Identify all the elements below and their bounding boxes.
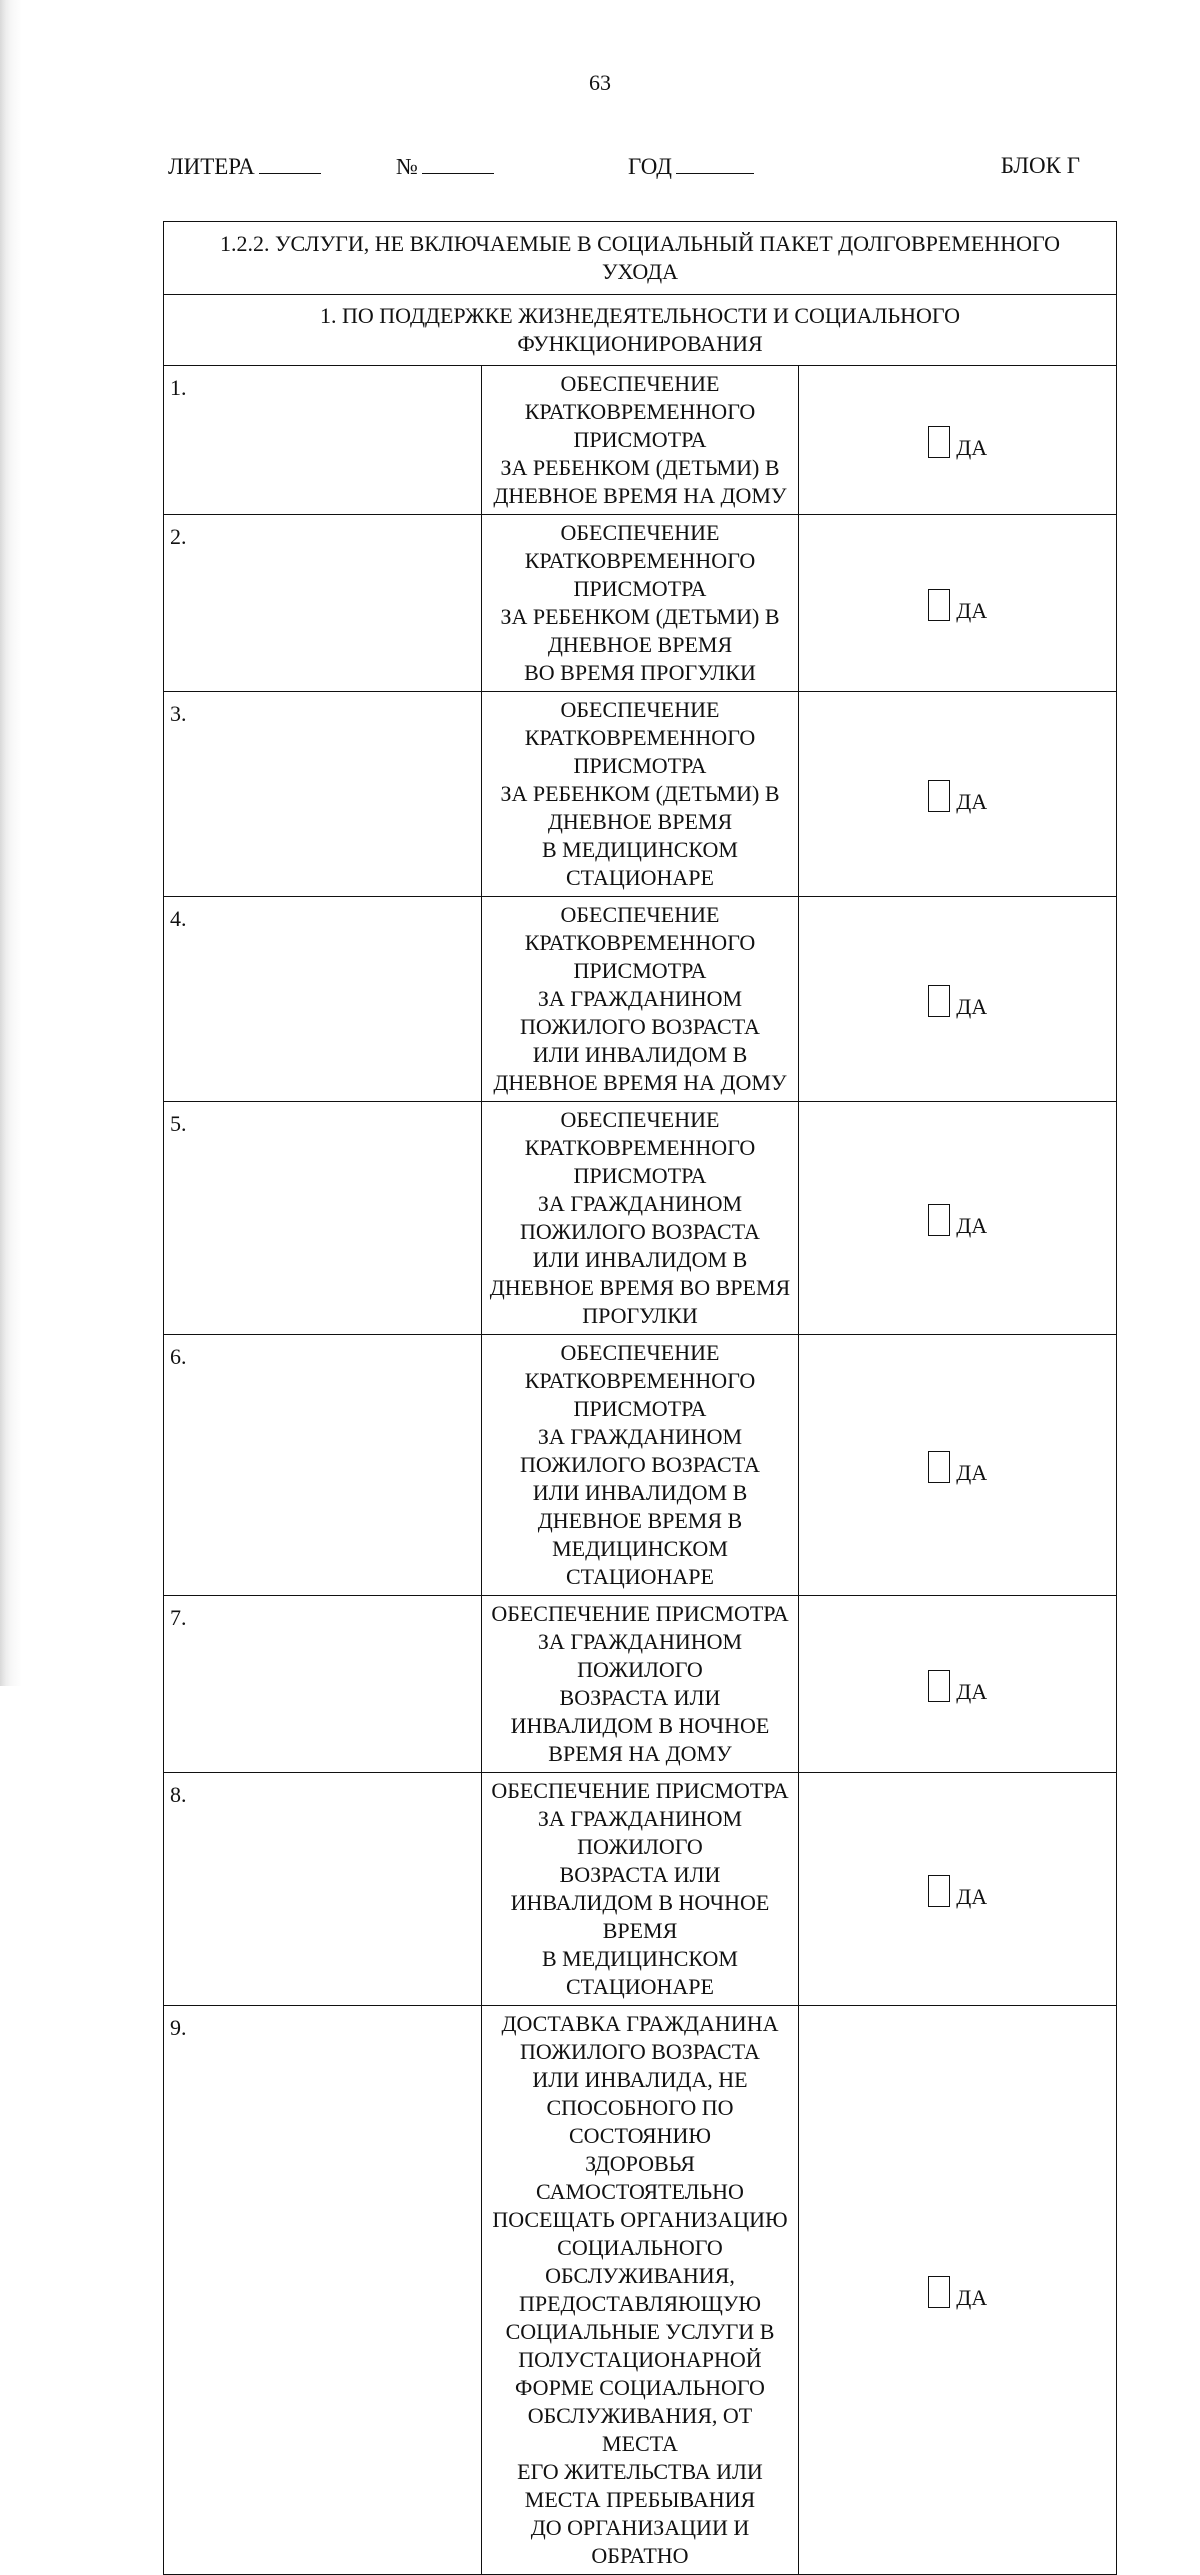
yes-option — [799, 2272, 1116, 2308]
table-row — [164, 366, 1117, 515]
yes-checkbox[interactable] — [928, 780, 950, 812]
table-row — [164, 692, 1117, 897]
section-title — [164, 222, 1117, 295]
service-description-line: ЕГО ЖИТЕЛЬСТВА ИЛИ МЕСТА ПРЕБЫВАНИЯ — [517, 2459, 763, 2512]
service-description — [481, 692, 799, 897]
yes-option — [799, 1447, 1116, 1483]
service-description-line: ДО ОРГАНИЗАЦИИ И ОБРАТНО — [530, 2515, 750, 2568]
yes-checkbox[interactable] — [928, 1670, 950, 1702]
item-number: 9. — [164, 2006, 482, 2575]
service-description-line: ЗДОРОВЬЯ САМОСТОЯТЕЛЬНО ПОСЕЩАТЬ ОРГАНИЗАЦИЮ — [492, 2151, 788, 2232]
table-row — [164, 2006, 1117, 2575]
yes-option — [799, 422, 1116, 458]
yes-option-cell — [799, 1596, 1117, 1773]
year-blank[interactable] — [676, 153, 754, 174]
service-description-line: ЗА РЕБЕНКОМ (ДЕТЬМИ) В ДНЕВНОЕ ВРЕМЯ НА ДОМУ — [493, 455, 787, 508]
service-description — [481, 1773, 799, 2006]
table-row — [164, 1773, 1117, 2006]
litera-field — [168, 153, 321, 180]
service-description-line: ОБЕСПЕЧЕНИЕ КРАТКОВРЕМЕННОГО ПРИСМОТРА — [524, 371, 756, 452]
yes-label: ДА — [956, 2285, 988, 2310]
service-description-line: ОБЕСПЕЧЕНИЕ КРАТКОВРЕМЕННОГО ПРИСМОТРА — [524, 902, 756, 983]
item-number: 5. — [164, 1102, 482, 1335]
service-description-line: ЗА РЕБЕНКОМ (ДЕТЬМИ) В ДНЕВНОЕ ВРЕМЯ — [500, 781, 780, 834]
yes-option-cell — [799, 2006, 1117, 2575]
block-label: БЛОК Г — [1000, 153, 1080, 178]
item-number: 1. — [164, 366, 482, 515]
scan-edge-shadow — [0, 0, 22, 1686]
yes-checkbox[interactable] — [928, 589, 950, 621]
table-row — [164, 515, 1117, 692]
table-row — [164, 1335, 1117, 1596]
yes-label: ДА — [956, 789, 988, 814]
yes-checkbox[interactable] — [928, 985, 950, 1017]
yes-checkbox[interactable] — [928, 1204, 950, 1236]
form-header — [168, 153, 1080, 187]
subsection-title — [164, 295, 1117, 366]
litera-label: ЛИТЕРА — [168, 154, 255, 179]
section-title-line: УХОДА — [601, 259, 679, 284]
service-description-line: ВОЗРАСТА ИЛИ ИНВАЛИДОМ В НОЧНОЕ ВРЕМЯ НА ДОМУ — [510, 1685, 770, 1766]
service-description-line: ОБЕСПЕЧЕНИЕ ПРИСМОТРА ЗА ГРАЖДАНИНОМ ПОЖИЛОГО — [491, 1601, 789, 1682]
table-row — [164, 1596, 1117, 1773]
service-description-line: ВО ВРЕМЯ ПРОГУЛКИ — [524, 660, 756, 685]
yes-label: ДА — [956, 1884, 988, 1909]
item-number: 3. — [164, 692, 482, 897]
service-description-line: ЗА ГРАЖДАНИНОМ ПОЖИЛОГО ВОЗРАСТА — [520, 986, 760, 1039]
section-title-line: 1.2.2. УСЛУГИ, НЕ ВКЛЮЧАЕМЫЕ В СОЦИАЛЬНЫЙ ПАКЕТ ДОЛГОВРЕМЕННОГО — [219, 231, 1061, 256]
service-description-line: ФОРМЕ СОЦИАЛЬНОГО ОБСЛУЖИВАНИЯ, ОТ МЕСТА — [515, 2375, 765, 2456]
yes-option-cell — [799, 1773, 1117, 2006]
subsection-title-row — [164, 295, 1117, 366]
yes-label: ДА — [956, 1460, 988, 1485]
yes-option-cell — [799, 515, 1117, 692]
litera-blank[interactable] — [259, 153, 321, 174]
service-description-line: ДОСТАВКА ГРАЖДАНИНА ПОЖИЛОГО ВОЗРАСТА — [501, 2011, 779, 2064]
page-number: 63 — [589, 70, 611, 95]
yes-option — [799, 776, 1116, 812]
item-number: 2. — [164, 515, 482, 692]
service-description-line: ОБЕСПЕЧЕНИЕ КРАТКОВРЕМЕННОГО ПРИСМОТРА — [524, 520, 756, 601]
yes-option — [799, 981, 1116, 1017]
year-field — [628, 153, 754, 180]
section-title-row — [164, 222, 1117, 295]
table-row — [164, 1102, 1117, 1335]
table-row — [164, 897, 1117, 1102]
yes-option — [799, 1871, 1116, 1907]
service-description-line: ИЛИ ИНВАЛИДОМ В ДНЕВНОЕ ВРЕМЯ НА ДОМУ — [493, 1042, 787, 1095]
service-description-line: ОБЕСПЕЧЕНИЕ КРАТКОВРЕМЕННОГО ПРИСМОТРА — [524, 1107, 756, 1188]
service-description — [481, 1102, 799, 1335]
yes-option — [799, 1200, 1116, 1236]
yes-label: ДА — [956, 994, 988, 1019]
yes-checkbox[interactable] — [928, 1875, 950, 1907]
yes-label: ДА — [956, 435, 988, 460]
service-description-line: ОБЕСПЕЧЕНИЕ ПРИСМОТРА ЗА ГРАЖДАНИНОМ ПОЖИЛОГО — [491, 1778, 789, 1859]
service-description — [481, 366, 799, 515]
subsection-title-line: ФУНКЦИОНИРОВАНИЯ — [517, 331, 763, 356]
service-description-line: ИЛИ ИНВАЛИДОМ В ДНЕВНОЕ ВРЕМЯ В МЕДИЦИНСКОМ — [532, 1480, 748, 1561]
yes-checkbox[interactable] — [928, 426, 950, 458]
service-description-line: ЗА РЕБЕНКОМ (ДЕТЬМИ) В ДНЕВНОЕ ВРЕМЯ — [500, 604, 780, 657]
service-description-line: ОБЕСПЕЧЕНИЕ КРАТКОВРЕМЕННОГО ПРИСМОТРА — [524, 697, 756, 778]
service-description-line: СОЦИАЛЬНЫЕ УСЛУГИ В ПОЛУСТАЦИОНАРНОЙ — [505, 2319, 775, 2372]
services-table — [163, 221, 1117, 2575]
yes-label: ДА — [956, 1679, 988, 1704]
service-description-line: В МЕДИЦИНСКОМ СТАЦИОНАРЕ — [541, 837, 738, 890]
yes-option-cell — [799, 366, 1117, 515]
service-description-line: ЗА ГРАЖДАНИНОМ ПОЖИЛОГО ВОЗРАСТА — [520, 1191, 760, 1244]
item-number: 7. — [164, 1596, 482, 1773]
service-description-line: ОБЕСПЕЧЕНИЕ КРАТКОВРЕМЕННОГО ПРИСМОТРА — [524, 1340, 756, 1421]
service-description-line: СТАЦИОНАРЕ — [565, 1564, 714, 1589]
yes-label: ДА — [956, 1213, 988, 1238]
yes-option — [799, 585, 1116, 621]
yes-option-cell — [799, 692, 1117, 897]
item-number: 8. — [164, 1773, 482, 2006]
yes-checkbox[interactable] — [928, 2276, 950, 2308]
item-number: 6. — [164, 1335, 482, 1596]
yes-checkbox[interactable] — [928, 1451, 950, 1483]
service-description — [481, 897, 799, 1102]
service-description — [481, 515, 799, 692]
number-field — [396, 153, 494, 180]
service-description-line: В МЕДИЦИНСКОМ СТАЦИОНАРЕ — [541, 1946, 738, 1999]
yes-option-cell — [799, 1102, 1117, 1335]
number-label: № — [396, 154, 418, 179]
service-description-line: ИЛИ ИНВАЛИДОМ В ДНЕВНОЕ ВРЕМЯ ВО ВРЕМЯ ПРОГУЛКИ — [489, 1247, 791, 1328]
yes-option — [799, 1666, 1116, 1702]
subsection-title-line: 1. ПО ПОДДЕРЖКЕ ЖИЗНЕДЕЯТЕЛЬНОСТИ И СОЦИАЛЬНОГО — [320, 303, 960, 328]
yes-label: ДА — [956, 598, 988, 623]
service-description — [481, 2006, 799, 2575]
year-label: ГОД — [628, 154, 672, 179]
yes-option-cell — [799, 897, 1117, 1102]
item-number: 4. — [164, 897, 482, 1102]
service-description — [481, 1335, 799, 1596]
service-description-line: ЗА ГРАЖДАНИНОМ ПОЖИЛОГО ВОЗРАСТА — [520, 1424, 760, 1477]
yes-option-cell — [799, 1335, 1117, 1596]
number-blank[interactable] — [422, 153, 494, 174]
service-description-line: ВОЗРАСТА ИЛИ ИНВАЛИДОМ В НОЧНОЕ ВРЕМЯ — [510, 1862, 770, 1943]
service-description-line: СОЦИАЛЬНОГО ОБСЛУЖИВАНИЯ, ПРЕДОСТАВЛЯЮЩУЮ — [518, 2235, 762, 2316]
service-description — [481, 1596, 799, 1773]
service-description-line: ИЛИ ИНВАЛИДА, НЕ СПОСОБНОГО ПО СОСТОЯНИЮ — [532, 2067, 748, 2148]
